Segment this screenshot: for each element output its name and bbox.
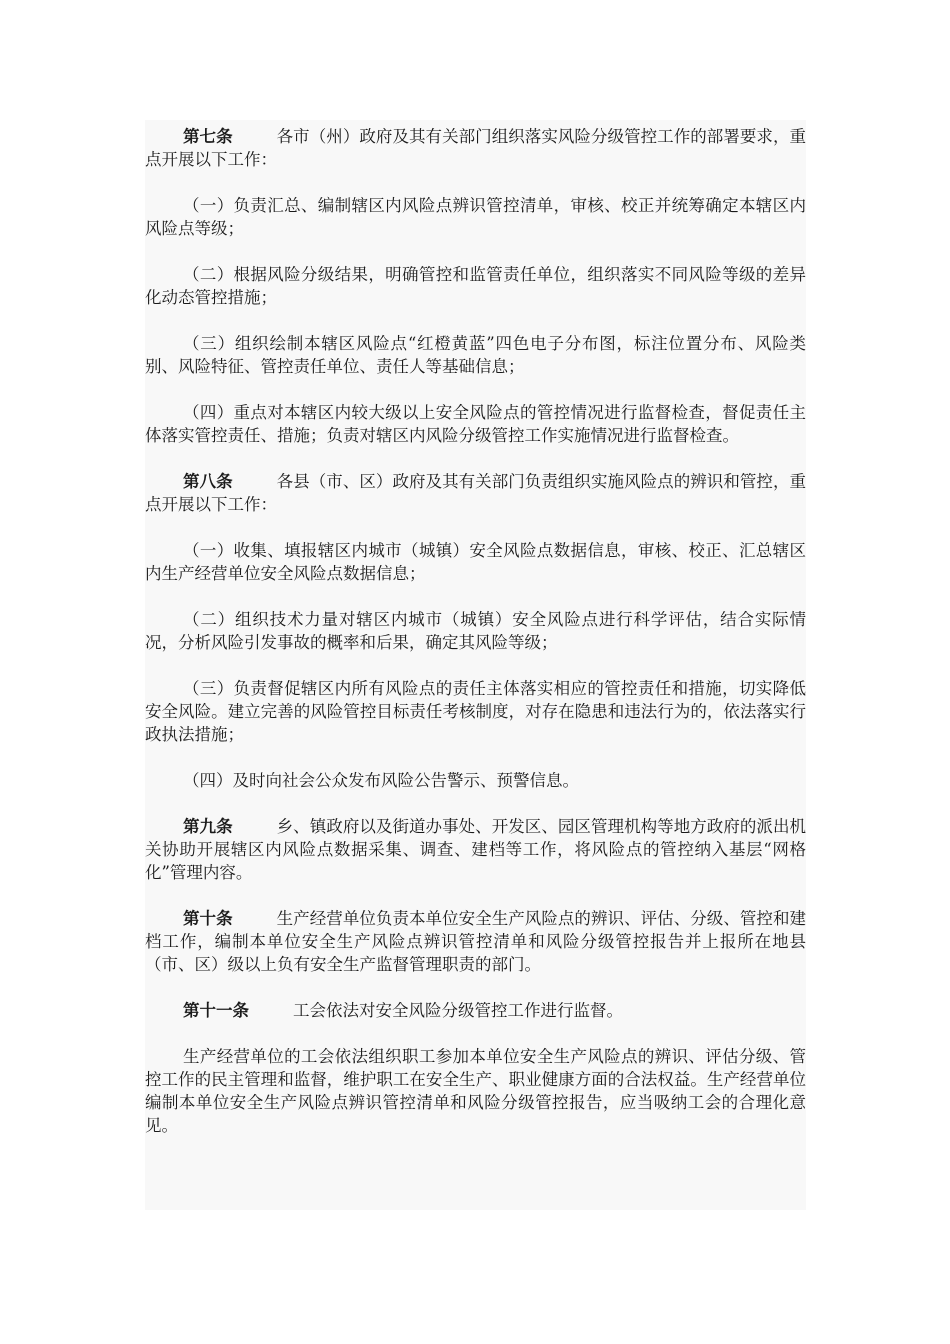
article-7-item-4: （四）重点对本辖区内较大级以上安全风险点的管控情况进行监督检查，督促责任主体落实管控责任、措施；负责对辖区内风险分级管控工作实施情况进行监督检查。 <box>145 403 806 445</box>
article-8-intro: 各县（市、区）政府及其有关部门负责组织实施风险点的辨识和管控，重点开展以下工作： <box>145 472 807 514</box>
document-body <box>145 125 806 1160</box>
article-8-item-1: （一）收集、填报辖区内城市（城镇）安全风险点数据信息，审核、校正、汇总辖区内生产经营单位安全风险点数据信息； <box>145 541 806 583</box>
article-11-text: 工会依法对安全风险分级管控工作进行监督。 <box>293 1001 623 1020</box>
article-7-item-3: （三）组织绘制本辖区风险点“红橙黄蓝”四色电子分布图，标注位置分布、风险类别、风险特征、管控责任单位、责任人等基础信息； <box>145 334 806 376</box>
article-8-item-4: （四）及时向社会公众发布风险公告警示、预警信息。 <box>183 771 579 790</box>
article-9-paragraph <box>145 815 806 884</box>
article-9-label: 第九条 <box>183 817 233 836</box>
article-10-label: 第十条 <box>183 909 233 928</box>
article-8-item-3: （三）负责督促辖区内所有风险点的责任主体落实相应的管控责任和措施，切实降低安全风险。建立完善的风险管控目标责任考核制度，对存在隐患和违法行为的，依法落实行政执法措施； <box>145 679 806 744</box>
article-11-followup: 生产经营单位的工会依法组织职工参加本单位安全生产风险点的辨识、评估分级、管控工作的民主管理和监督，维护职工在安全生产、职业健康方面的合法权益。生产经营单位编制本单位安全生产风险点辨识管控清单和风险分级管控报告，应当吸纳工会的合理化意见。 <box>145 1047 806 1135</box>
article-8-label: 第八条 <box>183 472 233 491</box>
article-11-label: 第十一条 <box>183 1001 249 1020</box>
article-10-paragraph <box>145 907 806 976</box>
article-9-text: 乡、镇政府以及街道办事处、开发区、园区管理机构等地方政府的派出机关协助开展辖区内风险点数据采集、调查、建档等工作，将风险点的管控纳入基层“网格化”管理内容。 <box>145 817 807 882</box>
article-8-paragraph <box>145 470 806 516</box>
article-7-intro: 各市（州）政府及其有关部门组织落实风险分级管控工作的部署要求，重点开展以下工作： <box>145 127 807 169</box>
article-11-paragraph <box>145 999 806 1022</box>
article-8-item-2: （二）组织技术力量对辖区内城市（城镇）安全风险点进行科学评估，结合实际情况，分析风险引发事故的概率和后果，确定其风险等级； <box>145 610 806 652</box>
article-10-text: 生产经营单位负责本单位安全生产风险点的辨识、评估、分级、管控和建档工作，编制本单位安全生产风险点辨识管控清单和风险分级管控报告并上报所在地县（市、区）级以上负有安全生产监督管理职责的部门。 <box>145 909 807 974</box>
article-7-paragraph <box>145 125 806 171</box>
article-7-item-1: （一）负责汇总、编制辖区内风险点辨识管控清单，审核、校正并统筹确定本辖区内风险点等级； <box>145 196 806 238</box>
article-7-label: 第七条 <box>183 127 233 146</box>
article-7-item-2: （二）根据风险分级结果，明确管控和监管责任单位，组织落实不同风险等级的差异化动态管控措施； <box>145 265 806 307</box>
